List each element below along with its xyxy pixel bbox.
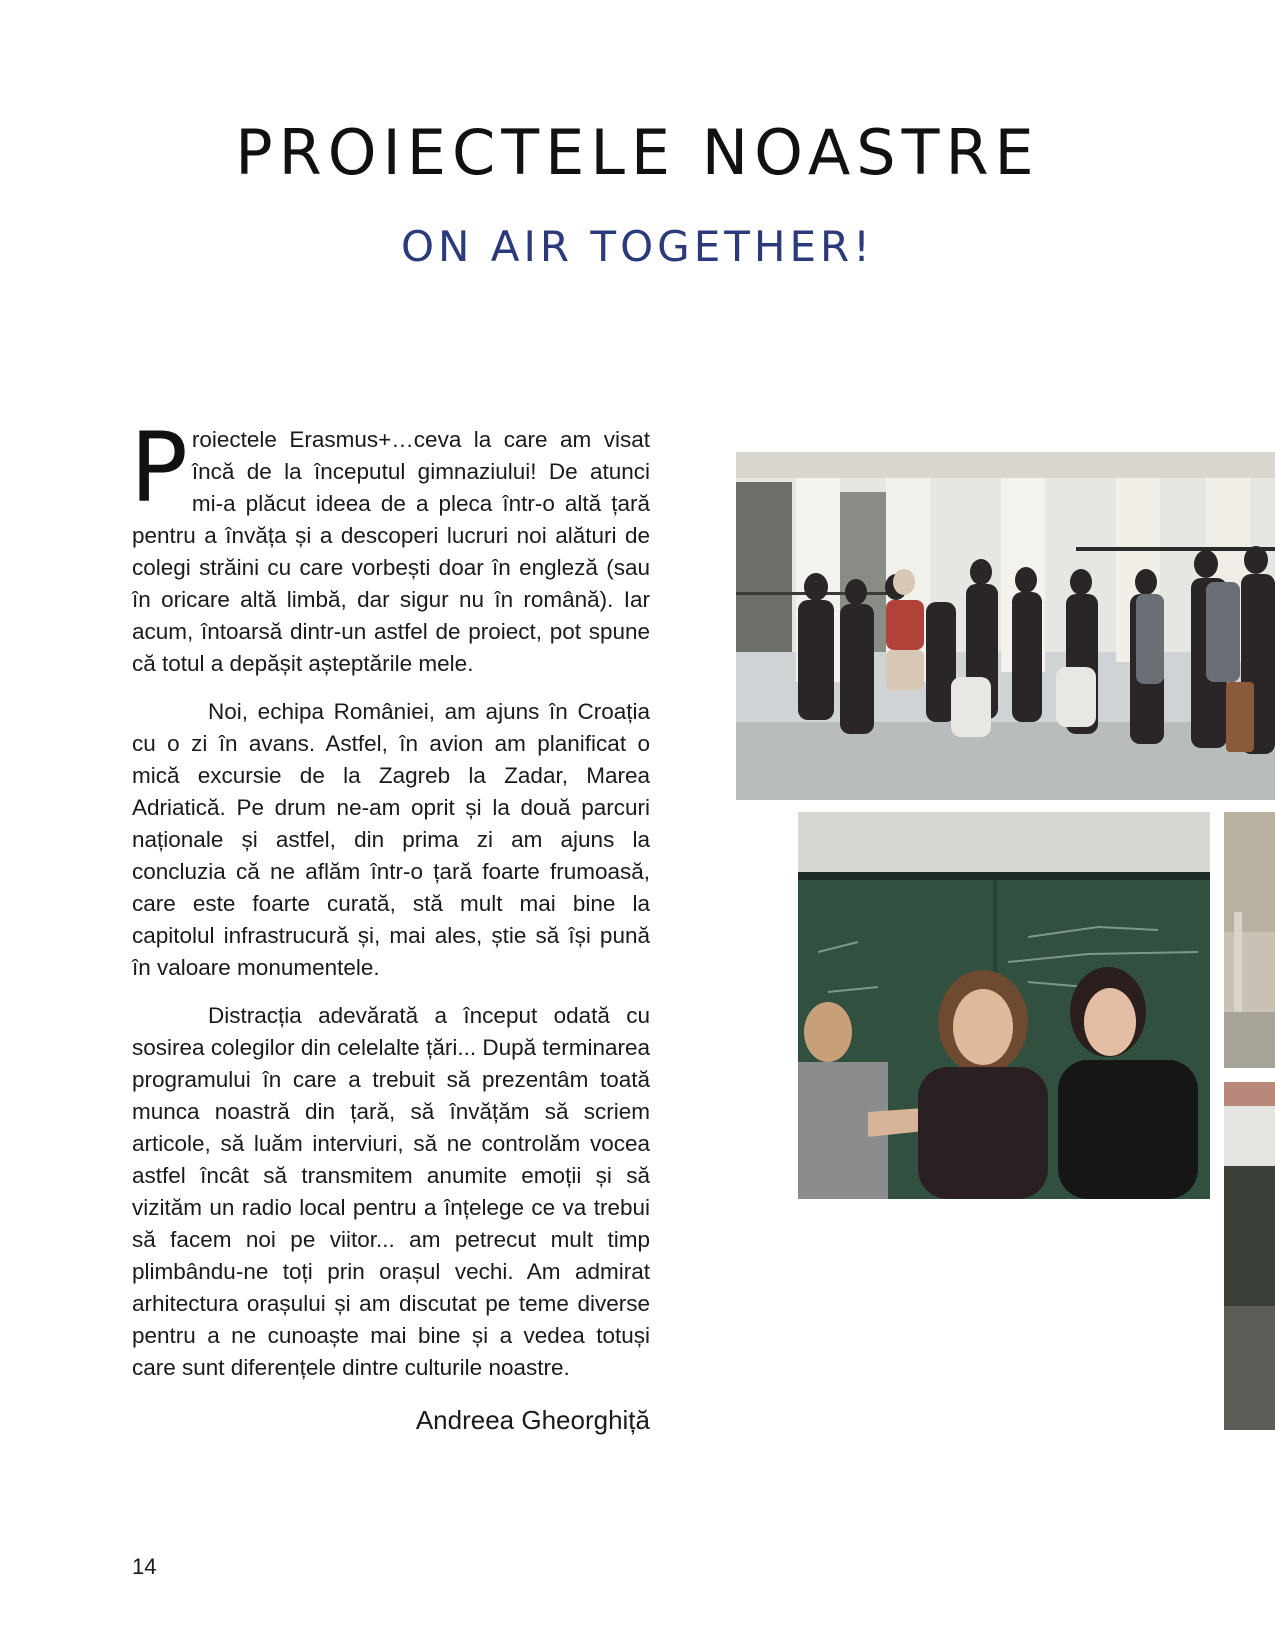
edge-photo-top xyxy=(1224,812,1275,1068)
article-paragraph-1 xyxy=(130,412,650,680)
drop-cap: P xyxy=(130,412,188,524)
article-paragraph-3: Distracția adevărată a început odată cu sosirea colegilor din celelalte țări... După terminarea programului în care a trebuit să prezentâm toată munca noastră din țară, să învățăm să scriem articole, să luăm interviuri, să ne controlăm vocea astfel încât să transmitem anumite emoții și să vizităm un radio local pentru a înțelege ce va trebui să facem noi pe viitor... am petrecut mult timp plimbându-ne toți prin orașul vechi. Am admirat arhitectura orașului și am discutat pe teme diverse pentru a ne cunoaște mai bine și a vedea totuși care sunt diferențele dintre culturile noastre. xyxy=(132,1003,650,1380)
article-author: Andreea Gheorghiță xyxy=(415,1405,650,1435)
group-photo xyxy=(736,452,1275,800)
article-body xyxy=(130,412,650,1436)
edge-photo-bottom xyxy=(1224,1082,1275,1430)
article-paragraph-2: Noi, echipa României, am ajuns în Croația cu o zi în avans. Astfel, în avion am planificat o mică excursie de la Zagreb la Zadar, Marea Adriatică. Pe drum ne-am oprit și la două parcuri naționale și astfel, din prima zi am ajuns la concluzia că ne aflăm într-o țară foarte frumoasă, care este foarte curată, stă mult mai bine la capitolul infrastrucură și, mai ales, știe să își pună în valoare monumentele. xyxy=(132,699,650,980)
page-title: PROIECTELE NOASTRE xyxy=(235,116,1040,189)
page-subtitle: ON AIR TOGETHER! xyxy=(400,222,875,271)
paragraph-1-text: roiectele Erasmus+…ceva la care am visat încă de la începutul gimnaziului! De atunci mi-a plăcut ideea de a pleca într-o altă țară pentru a învăța și a descoperi lucruri noi alături de colegi străini cu care vorbești doar în engleză (sau în oricare altă limbă, dar sigur nu în română). Iar acum, întoarsă dintr-un astfel de proiect, pot spune că totul a depășit așteptările mele. xyxy=(132,427,650,676)
page-number: 14 xyxy=(132,1554,157,1579)
classroom-photo xyxy=(798,812,1210,1199)
